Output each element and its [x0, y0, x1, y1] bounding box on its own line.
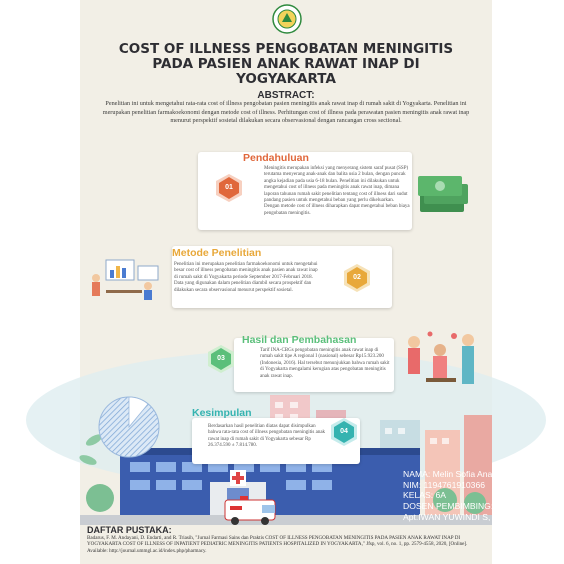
poster — [80, 0, 548, 564]
patient-illustration — [400, 330, 488, 400]
title-line-1: COST OF ILLNESS PENGOBATAN MENINGITIS — [118, 41, 454, 57]
author-name: NAMA: Melin Sofia Ananda — [403, 469, 507, 479]
section-number-badge-1: 01 — [214, 173, 244, 203]
meeting-illustration — [86, 256, 162, 302]
money-illustration — [416, 172, 472, 216]
references-heading: DAFTAR PUSTAKA: — [87, 525, 172, 535]
pie-chart — [96, 394, 162, 460]
section-title-kesimpulan: Kesimpulan — [192, 407, 252, 419]
section-title-pendahuluan: Pendahuluan — [243, 152, 309, 164]
section-number-badge-2: 02 — [342, 263, 372, 293]
supervisor-label: DOSEN PEMBIMBING: — [403, 501, 494, 512]
section-title-hasil: Hasil dan Pembahasan — [242, 334, 357, 346]
title-line-2: PADA PASIEN ANAK RAWAT INAP DI — [152, 56, 420, 72]
author-info — [403, 469, 547, 523]
section-text-metode: Penelitian ini merupakan penelitian farmakoekonomi untuk mengetahui besar cost of illness pengobatan meningitis anak pasien anak rawat inap di rumah sakit di Yogyakarta periode September 2017-Februari 2018. Data yang digunakan dalam penelitian diambil secara prospektif dan dilakukan secara observasional menurut perspektif sosietal. — [174, 262, 318, 293]
section-title-metode: Metode Penelitian — [172, 247, 262, 259]
section-number-badge-3: 03 — [206, 344, 236, 374]
title-line-3: YOGYAKARTA — [236, 71, 336, 87]
author-nim: NIM: 1194761910366 — [403, 479, 486, 490]
supervisor-name: Apt.IWAN YUWINDI S, Farm.,M.Farm — [403, 511, 548, 522]
poster-title — [80, 42, 492, 87]
author-class: KELAS: 6A — [403, 490, 446, 501]
section-text-hasil: Tarif INA-CBGs pengobatan meningitis anak rawat inap di rumah sakit tipe A regional I (nasional) sebesar Rp15.923.200 (Indonesia, 2016). Hal tersebut menunjukkan bahwa rumah sakit di Yogyakarta mengalami kerugian atas pengobatan meningitis anak rawat inap. — [260, 348, 390, 379]
abstract-text: Penelitian ini untuk mengetahui rata-rata cost of illness pengobatan pasien meningitis anak rawat inap di rumah sakit di Yogyakarta. Penelitian ini merupakan penelitian farmakoekonomi dengan metode cost of illness. Perhitungan cost of illness pada perawatan pasien meningitis anak rawat inap menurut perspektif sosietal dilakukan secara observasional dengan rancangan cross sectional. — [102, 100, 470, 125]
university-logo — [272, 4, 302, 34]
section-text-pendahuluan: Meningitis merupakan infeksi yang menyerang sistem saraf pusat (SSP) terutama menyerang anak-anak dan balita usia 2 bulan, dengan puncak angka kejadian pada usia 6-18 bulan. Penelitian ini dilakukan untuk mengetahui cost of illness pada meningitis anak rawat inap, dimana laporan tahunan rumah sakit penelitian tentang cost of illness dari sudut pandang pasien untuk mengetahui beban yang perlu dikeluarkan. Dengan metode cost of illness diharapkan dapat mengetahui beban biaya pengobatan meningitis. — [264, 166, 410, 216]
section-number-badge-4: 04 — [329, 417, 359, 447]
abstract-heading: ABSTRACT: — [257, 90, 315, 101]
references-text: Badarus, F. M. Andayani, D. Endarti, and R. Triasih, "Jurnal Farmasi Sains dan Praktis COST OF ILLNESS PENGOBATAN MENINGITIS PADA PASIEN ANAK RAWAT INAP DI YOGYAKARTA COST OF ILLNESS OF INPATIENT PEDIATRIC MENINGITIS PATIENTS HOSPITALIZED IN YOGYAKARTA," Jfsp, vol. 6, no. 1, pp. 2579-4558, 2020, [Online]. Available: http://journal.ummgl.ac.id/index.php/pharmacy. — [87, 535, 468, 554]
section-text-kesimpulan: Berdasarkan hasil penelitian diatas dapat disimpulkan bahwa rata-rata cost of illness pengobatan meningitis anak rawat inap di rumah sakit di Yogyakarta sebesar Rp 26.374.590 ± 7.814.780. — [208, 424, 326, 449]
